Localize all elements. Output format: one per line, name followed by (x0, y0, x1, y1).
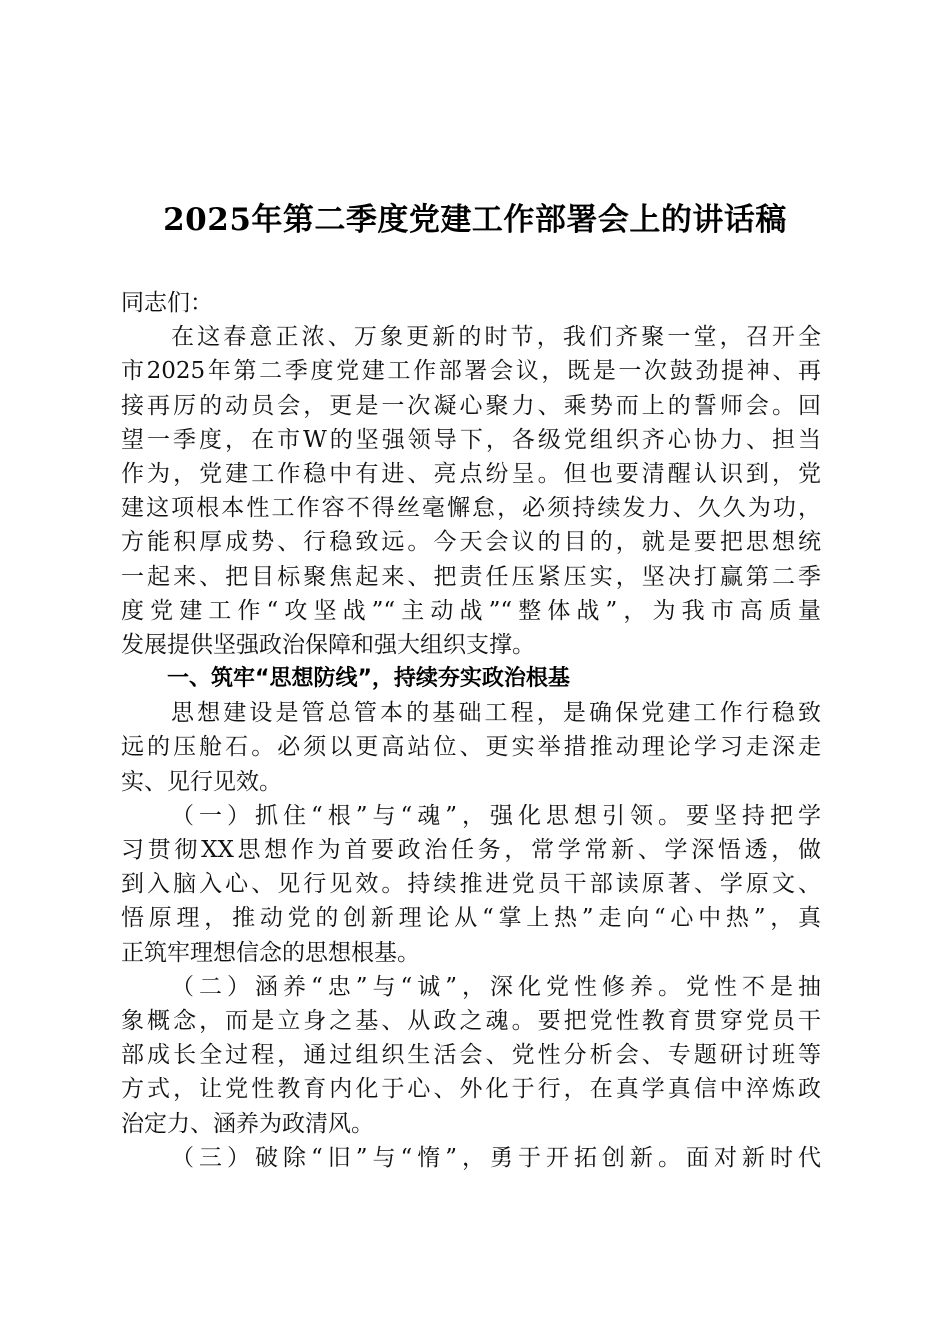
salutation: 同志们： (121, 290, 213, 316)
text-line: 方能积厚成势、行稳致远。今天会议的目的，就是要把思想统 (121, 529, 821, 556)
text-line: 习贯彻XX思想作为首要政治任务，常学常新、学深悟透，做 (121, 837, 821, 863)
paragraph-last-line: 治定力、涵养为政清风。 (121, 1110, 374, 1137)
document-title: 2025年第二季度党建工作部署会上的讲话稿 (163, 202, 787, 238)
paragraph-first-line: 在这春意正浓、万象更新的时节，我们齐聚一堂，召开全 (171, 324, 821, 351)
text-line: 方式，让党性教育内化于心、外化于行，在真学真信中淬炼政 (121, 1076, 821, 1103)
text-line: 一起来、把目标聚焦起来、把责任压紧压实，坚决打赢第二季 (121, 563, 821, 590)
text-line: 象概念，而是立身之基、从政之魂。要把党性教育贯穿党员干 (121, 1007, 821, 1034)
paragraph-last-line: 实、见行见效。 (121, 768, 282, 795)
text-line: 建这项根本性工作容不得丝毫懈怠，必须持续发力、久久为功， (121, 495, 821, 522)
paragraph-first-line: （一）抓住“根”与“魂”，强化思想引领。要坚持把学 (171, 802, 821, 829)
text-line: 接再厉的动员会，更是一次凝心聚力、乘势而上的誓师会。回 (121, 392, 821, 419)
document-body (121, 286, 821, 1175)
text-line: 市2025年第二季度党建工作部署会议，既是一次鼓劲提神、再 (121, 358, 821, 385)
paragraph-first-line: （三）破除“旧”与“惰”，勇于开拓创新。面对新时代 (171, 1144, 821, 1171)
paragraph-first-line: 思想建设是管总管本的基础工程，是确保党建工作行稳致 (171, 700, 821, 727)
paragraph-last-line: 正筑牢理想信念的思想根基。 (121, 939, 420, 966)
paragraph-last-line: 发展提供坚强政治保障和强大组织支撑。 (121, 631, 535, 658)
text-line: 到入脑入心、见行见效。持续推进党员干部读原著、学原文、 (121, 871, 821, 898)
section-heading: 一、筑牢“思想防线”，持续夯实政治根基 (167, 666, 570, 692)
text-line: 度党建工作“攻坚战”“主动战”“整体战”，为我市高质量 (121, 597, 821, 624)
text-line: 远的压舱石。必须以更高站位、更实举措推动理论学习走深走 (121, 734, 821, 761)
text-line: 作为，党建工作稳中有进、亮点纷呈。但也要清醒认识到，党 (121, 460, 821, 487)
text-line: 悟原理，推动党的创新理论从“掌上热”走向“心中热”，真 (121, 905, 821, 932)
paragraph-first-line: （二）涵养“忠”与“诚”，深化党性修养。党性不是抽 (171, 973, 821, 1000)
text-line: 望一季度，在市W的坚强领导下，各级党组织齐心协力、担当 (121, 426, 821, 453)
text-line: 部成长全过程，通过组织生活会、党性分析会、专题研讨班等 (121, 1042, 821, 1069)
